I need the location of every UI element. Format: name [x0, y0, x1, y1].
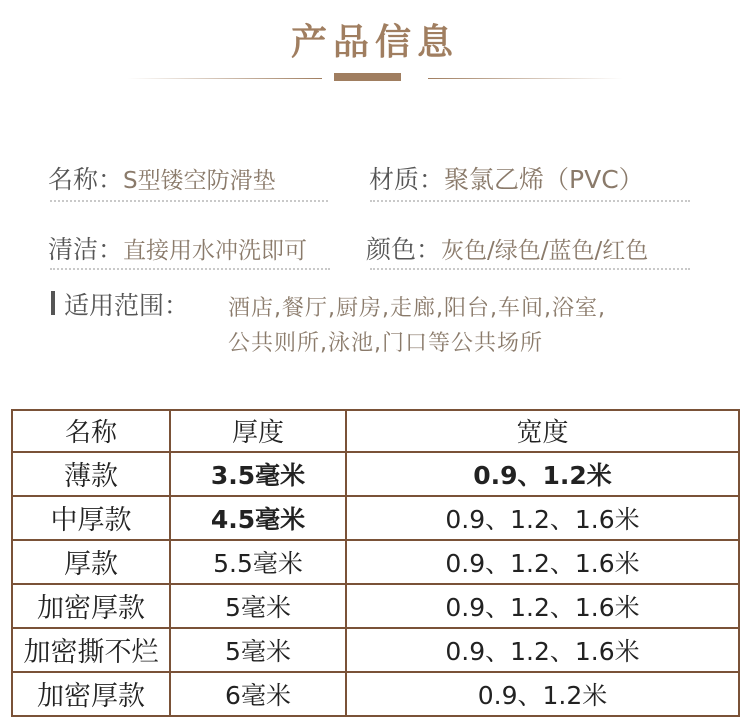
info-clean-value: 直接用水冲洗即可 — [123, 238, 308, 264]
table-cell-name: 加密撕不烂 — [12, 628, 170, 672]
table-header-row — [12, 410, 739, 452]
table-cell-thickness: 6毫米 — [170, 672, 346, 716]
table-row — [12, 628, 739, 672]
table-cell-thickness: 5毫米 — [170, 584, 346, 628]
table-cell-width: 0.9、1.2、1.6米 — [346, 584, 739, 628]
info-color-label: 颜色 — [366, 235, 417, 264]
table-row — [12, 496, 739, 540]
info-clean: 清洁：直接用水冲洗即可 — [48, 235, 308, 264]
info-material-value: 聚氯乙烯（PVC） — [444, 165, 644, 194]
table-cell-thickness: 4.5毫米 — [170, 496, 346, 540]
table-row — [12, 452, 739, 496]
title-divider-center — [334, 73, 401, 81]
table-cell-width: 0.9、1.2、1.6米 — [346, 496, 739, 540]
table-header-width: 宽度 — [346, 410, 739, 452]
info-name-value: S型镂空防滑垫 — [123, 168, 276, 194]
divider-dotted — [50, 200, 328, 202]
table-row — [12, 540, 739, 584]
table-cell-width: 0.9、1.2米 — [346, 452, 739, 496]
divider-dotted — [50, 268, 330, 270]
table-row — [12, 672, 739, 716]
spec-table — [11, 409, 740, 717]
info-color: 颜色：灰色/绿色/蓝色/红色 — [366, 235, 649, 264]
info-scope-label: 适用范围 — [64, 291, 165, 320]
table-cell-width: 0.9、1.2、1.6米 — [346, 628, 739, 672]
table-cell-thickness: 5.5毫米 — [170, 540, 346, 584]
divider-dotted — [370, 200, 690, 202]
table-header-thickness: 厚度 — [170, 410, 346, 452]
title-divider-right — [428, 78, 623, 79]
table-cell-name: 厚款 — [12, 540, 170, 584]
table-cell-thickness: 5毫米 — [170, 628, 346, 672]
info-name: 名称：S型镂空防滑垫 — [48, 165, 276, 194]
scope-marker — [51, 291, 55, 315]
table-cell-width: 0.9、1.2米 — [346, 672, 739, 716]
table-cell-name: 中厚款 — [12, 496, 170, 540]
page-title: 产品信息 — [290, 21, 459, 63]
table-cell-name: 加密厚款 — [12, 672, 170, 716]
info-scope-line1: 酒店,餐厅,厨房,走廊,阳台,车间,浴室, — [228, 296, 606, 321]
info-scope: 适用范围： — [64, 291, 190, 320]
info-material-label: 材质 — [369, 165, 420, 194]
table-row — [12, 584, 739, 628]
table-cell-thickness: 3.5毫米 — [170, 452, 346, 496]
info-material: 材质：聚氯乙烯（PVC） — [369, 165, 644, 194]
title-divider-left — [127, 78, 322, 79]
table-header-name: 名称 — [12, 410, 170, 452]
info-color-value: 灰色/绿色/蓝色/红色 — [441, 238, 649, 264]
table-cell-width: 0.9、1.2、1.6米 — [346, 540, 739, 584]
table-cell-name: 加密厚款 — [12, 584, 170, 628]
table-cell-name: 薄款 — [12, 452, 170, 496]
info-clean-label: 清洁 — [48, 235, 99, 264]
info-name-label: 名称 — [48, 165, 99, 194]
info-scope-line2: 公共则所,泳池,门口等公共场所 — [228, 331, 543, 356]
divider-dotted — [370, 268, 690, 270]
